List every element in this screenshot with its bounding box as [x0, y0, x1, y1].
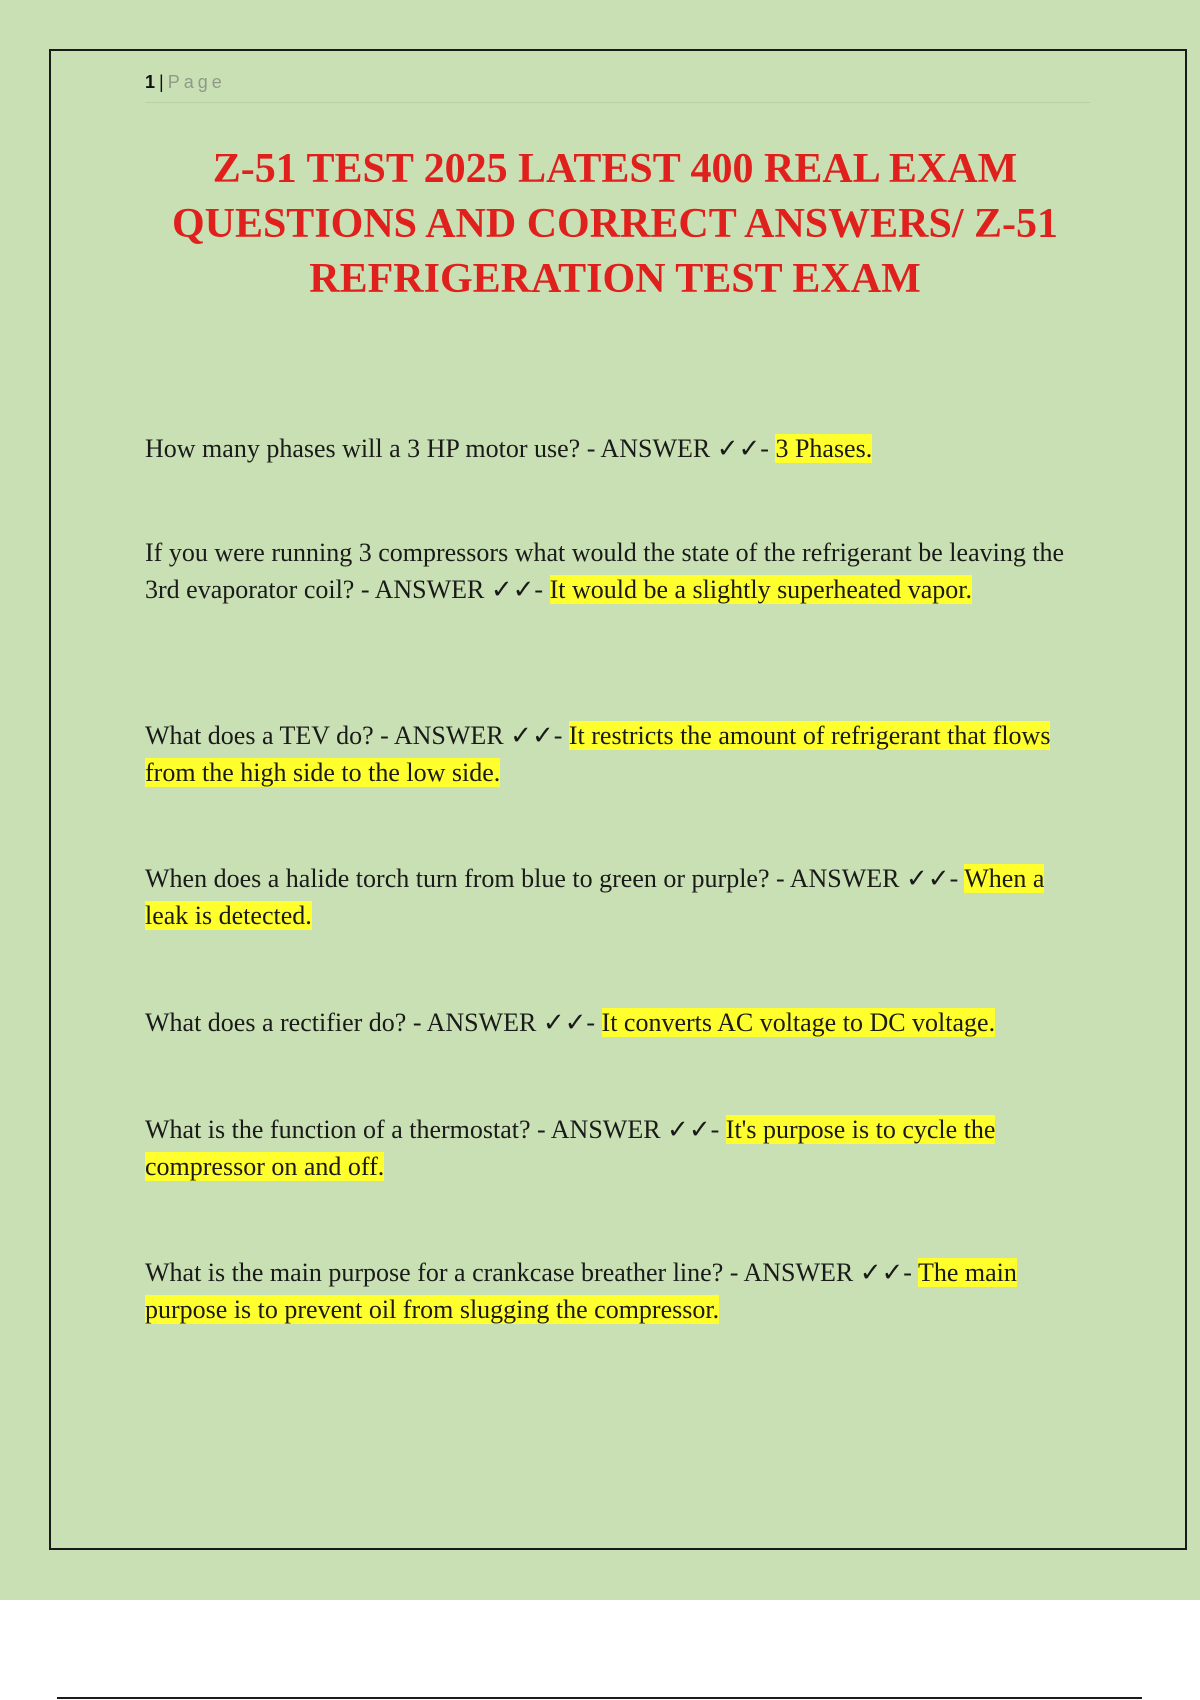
question-text: What is the main purpose for a crankcase breather line?: [145, 1258, 724, 1287]
document-title: Z-51 TEST 2025 LATEST 400 REAL EXAM QUESTIONS AND CORRECT ANSWERS/ Z-51 REFRIGERATION TEST EXAM: [171, 146, 1059, 302]
page-number: 1: [145, 72, 156, 92]
qa-item: [145, 717, 1075, 791]
answer-text: The main purpose is to prevent oil from slugging the compressor.: [145, 1258, 1017, 1324]
qa-item: [145, 534, 1075, 608]
question-text: What does a TEV do?: [145, 721, 374, 750]
answer-marker: - ANSWER ✓✓-: [537, 1115, 720, 1144]
qa-item: [145, 1254, 1075, 1328]
page-word: Page: [167, 72, 226, 92]
answer-marker: - ANSWER ✓✓-: [776, 864, 959, 893]
answer-marker: - ANSWER ✓✓-: [380, 721, 563, 750]
question-text: What is the function of a thermostat?: [145, 1115, 531, 1144]
qa-item: [145, 1004, 1075, 1041]
qa-item: [145, 1111, 1075, 1185]
question-text: What does a rectifier do?: [145, 1008, 407, 1037]
answer-marker: - ANSWER ✓✓-: [360, 575, 544, 604]
answer-text: When a leak is detected.: [145, 864, 1045, 930]
answer-text: 3 Phases.: [775, 434, 873, 463]
qa-item: [145, 860, 1075, 934]
answer-text: It would be a slightly superheated vapor.: [549, 575, 972, 604]
question-text: When does a halide torch turn from blue to green or purple?: [145, 864, 770, 893]
answer-marker: - ANSWER ✓✓-: [412, 1008, 596, 1037]
question-text: If you were running 3 compressors what would the state of the refrigerant be leaving the 3rd evaporator coil?: [145, 538, 1065, 604]
answer-text: It's purpose is to cycle the compressor on and off.: [145, 1115, 996, 1181]
header-separator: |: [159, 72, 164, 92]
answer-text: It restricts the amount of refrigerant that flows from the high side to the low side.: [145, 721, 1051, 787]
answer-marker: - ANSWER ✓✓-: [729, 1258, 912, 1287]
page-header: [145, 72, 1090, 103]
question-text: How many phases will a 3 HP motor use?: [145, 434, 581, 463]
bottom-divider: [57, 1697, 1142, 1699]
answer-text: It converts AC voltage to DC voltage.: [601, 1008, 996, 1037]
answer-marker: - ANSWER ✓✓-: [586, 434, 769, 463]
qa-item: [145, 430, 1075, 467]
